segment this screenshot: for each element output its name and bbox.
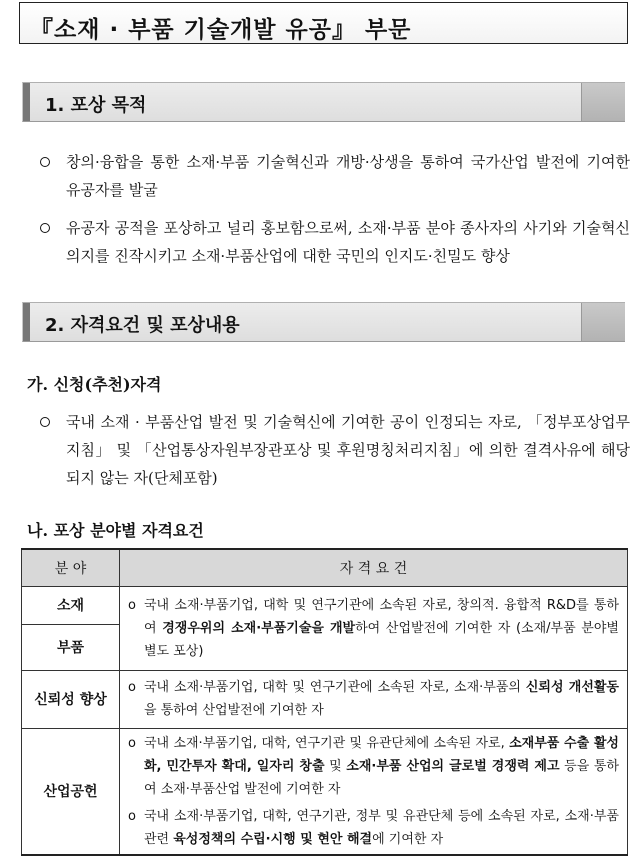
requirement-cell-sojae-bupum	[120, 586, 628, 670]
requirement-item: o 국내 소재·부품기업, 대학, 연구기관 및 유관단체에 소속된 자로, 소재부품 수출 활성화, 민간투자 확대, 일자리 창출 및 소재·부품 산업의 글로벌 경쟁력 제고 등을 통하여 소재·부품산업 발전에 기여한 자	[128, 732, 619, 801]
title-box	[19, 2, 628, 44]
circle-bullet-icon	[40, 157, 50, 167]
requirement-item: o 국내 소재·부품기업, 대학 및 연구기관에 소속된 자로, 소재·부품의 신뢰성 개선활동을 통하여 산업발전에 기여한 자	[128, 676, 619, 722]
requirements-table	[21, 548, 628, 856]
field-bupum: 부품	[22, 624, 120, 670]
bullet-o-icon: o	[128, 735, 136, 751]
section-1-header-accent	[581, 83, 625, 121]
section-1-title: 1. 포상 목적	[45, 95, 147, 116]
requirement-cell-reliability	[120, 670, 628, 728]
circle-bullet-icon	[40, 417, 50, 427]
table-row	[22, 670, 628, 728]
field-reliability: 신뢰성 향상	[22, 670, 120, 728]
purpose-bullet-1: 창의·융합을 통한 소재·부품 기술혁신과 개방·상생을 통하여 국가산업 발전에 기여한 유공자를 발굴	[40, 148, 630, 204]
column-header-requirements: 자 격 요 건	[120, 549, 628, 586]
page-title: 『소재 · 부품 기술개발 유공』 부문	[30, 17, 412, 43]
subheading-eligibility: 가. 신청(추천)자격	[27, 375, 162, 394]
purpose-bullet-2: 유공자 공적을 포상하고 널리 홍보함으로써, 소재·부품 분야 종사자의 사기와 기술혁신 의지를 진작시키고 소재·부품산업에 대한 국민의 인지도·친밀도 향상	[40, 214, 630, 270]
circle-bullet-icon	[40, 223, 50, 233]
eligibility-bullet: 국내 소재 · 부품산업 발전 및 기술혁신에 기여한 공이 인정되는 자로, 「정부포상업무지침」 및 「산업통상자원부장관포상 및 후원명칭처리지침」에 의한 결격사유에 해당되지 않는 자(단체포함)	[40, 408, 630, 492]
column-header-field: 분 야	[22, 549, 120, 586]
bullet-o-icon: o	[128, 680, 136, 695]
section-2-header-accent	[581, 303, 625, 341]
table-row	[22, 728, 628, 855]
bullet-o-icon: o	[128, 597, 136, 613]
section-1-header	[22, 82, 625, 122]
field-industry: 산업공헌	[22, 728, 120, 855]
requirement-item: o 국내 소재·부품기업, 대학 및 연구기관에 소속된 자로, 창의적. 융합적 R&D를 통하여 경쟁우위의 소재·부품기술을 개발하여 산업발전에 기여한 자 (소재/부품 분야별 별도 포상)	[128, 594, 619, 663]
requirement-item: o 국내 소재·부품기업, 대학, 연구기관, 정부 및 유관단체 등에 소속된 자로, 소재·부품 관련 육성정책의 수립·시행 및 현안 해결에 기여한 자	[128, 805, 619, 851]
bullet-o-icon: o	[128, 808, 136, 824]
section-2-header	[22, 302, 625, 342]
field-sojae: 소재	[22, 586, 120, 624]
section-2-title: 2. 자격요건 및 포상내용	[45, 315, 240, 336]
table-row	[22, 586, 628, 624]
requirement-cell-industry	[120, 728, 628, 855]
subheading-requirements: 나. 포상 분야별 자격요건	[27, 521, 204, 540]
